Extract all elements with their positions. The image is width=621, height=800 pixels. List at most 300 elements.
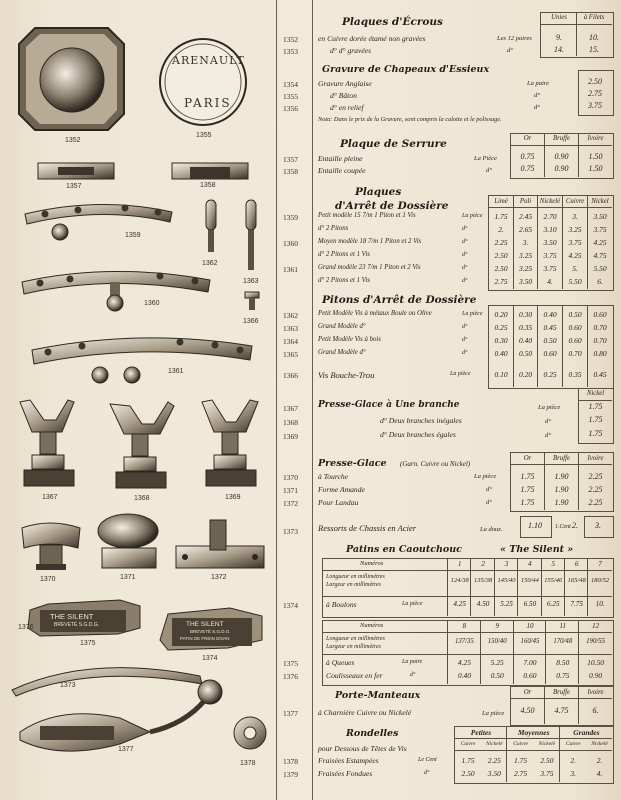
- column-header: Cuivre: [565, 741, 581, 747]
- caption-1367: 1367: [42, 494, 58, 501]
- item-number: 1355: [283, 92, 298, 101]
- group-header: Grandes: [573, 728, 600, 737]
- caption-1358: 1358: [200, 182, 216, 189]
- price: 2.25: [494, 238, 508, 247]
- header-bruffe: Bruffe: [553, 135, 570, 142]
- item-desc: à Tourche: [318, 472, 349, 481]
- price: 0.50: [518, 349, 533, 358]
- item-desc: d° en relief: [330, 103, 364, 112]
- price: 7.75: [570, 600, 583, 608]
- price: 2.45: [518, 212, 533, 221]
- price-or: 4.50: [520, 706, 535, 715]
- item-desc: d° Bâton: [330, 91, 357, 100]
- header-nickel: Nickel: [591, 198, 609, 205]
- dimension: 165/48: [567, 577, 586, 584]
- caption-1352: 1352: [65, 137, 81, 144]
- header-unies: Unies: [551, 14, 567, 21]
- item-qty: La Pièce: [474, 155, 497, 162]
- dimension: 145/40: [497, 577, 516, 584]
- column-header: Cuivre: [460, 741, 476, 747]
- price: 2.50: [494, 264, 508, 273]
- price: 1.75: [461, 756, 475, 765]
- figure-1372-landau-clip: [176, 520, 264, 568]
- item-number: 1359: [283, 213, 298, 222]
- price: 0.20: [518, 370, 533, 379]
- item-qty: La pièce: [450, 371, 471, 377]
- seal-text-top: ARENAULT: [172, 54, 245, 67]
- price: 4.25: [453, 600, 466, 608]
- price: 2.: [572, 521, 578, 530]
- caption-1378: 1378: [240, 760, 256, 767]
- item-number: 1364: [283, 337, 298, 346]
- price-nickel: 1.75: [588, 415, 603, 424]
- price: 0.50: [543, 336, 557, 345]
- price: 2.50: [540, 756, 554, 765]
- dimension: 150/40: [487, 638, 507, 645]
- price: 3.75: [593, 225, 607, 234]
- header-a-filets: à Filets: [583, 14, 605, 21]
- column-number: 5: [551, 560, 556, 568]
- table-label: Largeur en millimètres: [326, 644, 381, 650]
- figure-1367-presse-glace: [20, 400, 74, 486]
- item-number: 1354: [283, 80, 298, 89]
- item-desc: Gravure Anglaise: [318, 79, 372, 88]
- price: 4.: [596, 769, 603, 778]
- item-qty: La pièce: [402, 601, 423, 607]
- price-filets: 15.: [589, 45, 599, 54]
- caption-1361: 1361: [168, 368, 184, 375]
- price: 0.50: [490, 671, 504, 680]
- section-brand: « The Silent »: [500, 544, 574, 555]
- table-label: Numéros: [360, 560, 384, 567]
- column-header: Cuivre: [513, 741, 528, 747]
- item-desc: Grand Modèle d°: [318, 349, 366, 356]
- price-unies: 9.: [556, 33, 562, 42]
- figure-1359-backrest-stop: [25, 204, 172, 240]
- price: 3.: [570, 769, 576, 778]
- item-qty: d°: [462, 265, 468, 271]
- item-desc: à Queues: [326, 658, 355, 667]
- item-qty: d°: [486, 486, 492, 493]
- header-or: Or: [523, 135, 532, 142]
- price: 3.: [572, 212, 578, 221]
- price: 7.00: [523, 658, 537, 667]
- item-desc: Coulisseaux en fer: [326, 671, 383, 680]
- item-number: 1356: [283, 104, 298, 113]
- price: 2.: [498, 225, 504, 234]
- price: 4.25: [568, 251, 582, 260]
- section-title-pitons: Pitons d'Arrêt de Dossière: [322, 294, 477, 306]
- item-desc: Petit Modèle Vis à bois: [318, 336, 381, 343]
- item-number: 1371: [283, 486, 298, 495]
- item-qty: Le Cent: [418, 757, 437, 763]
- item-qty: d°: [486, 499, 492, 506]
- price: 0.70: [593, 336, 607, 345]
- section-title-arret-dossiere: d'Arrêt de Dossière: [335, 200, 449, 212]
- caption-1357: 1357: [66, 183, 82, 190]
- section-title-presse-glace: Presse-Glace: [318, 458, 387, 469]
- item-qty: d°: [424, 770, 430, 776]
- column-number: 9: [495, 622, 499, 630]
- item-qty: La paire: [527, 80, 549, 87]
- item-desc: Entaille coupée: [318, 166, 366, 175]
- price: 4.75: [593, 251, 607, 260]
- dimension: 135/38: [474, 577, 493, 584]
- price: 3.25: [568, 225, 582, 234]
- price: 10.: [595, 600, 605, 608]
- item-number: 1377: [283, 709, 298, 718]
- item-number: 1374: [283, 601, 298, 610]
- price: 2.: [596, 756, 603, 765]
- price: 3.: [595, 521, 601, 530]
- price: 0.30: [494, 336, 508, 345]
- item-number: 1368: [283, 418, 298, 427]
- figure-1371-almond-clip: [98, 514, 158, 568]
- item-number: 1360: [283, 239, 298, 248]
- figure-1352-nut-plate: [19, 28, 124, 130]
- item-desc: Fraisées Estampées: [318, 756, 379, 765]
- price: 0.60: [523, 671, 537, 680]
- item-qty: La pièce: [462, 213, 483, 219]
- header-ivoire: Ivoire: [587, 689, 604, 696]
- item-qty: d°: [410, 672, 416, 678]
- price: 4.: [547, 277, 553, 286]
- item-desc: à Charnière Cuivre ou Nickelé: [318, 708, 412, 717]
- price: 3.50: [593, 212, 607, 221]
- item-qty: d°: [462, 324, 468, 330]
- column-number: 12: [592, 622, 600, 630]
- price: 3.10: [543, 225, 557, 234]
- section-subtitle: pour Dessous de Têtes de Vis: [318, 744, 407, 753]
- figure-1357-lock-plate: [38, 163, 114, 179]
- dimension: 155/46: [544, 577, 563, 584]
- item-number: 1357: [283, 155, 298, 164]
- caption-1377: 1377: [118, 746, 134, 753]
- price: 0.75: [556, 671, 570, 680]
- price: 0.60: [568, 323, 582, 332]
- item-qty: La pièce: [538, 404, 561, 411]
- item-desc: d° Deux branches inégales: [380, 416, 462, 425]
- figure-1378-washer: [234, 717, 266, 749]
- caption-1371: 1371: [120, 574, 136, 581]
- column-header: Nickelé: [486, 741, 503, 747]
- header-or: Or: [523, 689, 532, 696]
- table-label: Numéros: [360, 622, 384, 629]
- price: 2.70: [543, 212, 557, 221]
- caption-1366: 1366: [243, 318, 259, 325]
- header-ivoire: Ivoire: [587, 135, 604, 142]
- section-title-plaques: Plaques: [355, 186, 402, 198]
- item-number: 1375: [283, 659, 298, 668]
- price: 3.75: [540, 769, 554, 778]
- column-divider: [276, 0, 277, 800]
- header-cuivre: Cuivre: [565, 198, 585, 205]
- price: 1.75: [494, 212, 508, 221]
- dimension: 180/52: [591, 577, 610, 584]
- item-qty: La pièce: [482, 710, 505, 717]
- item-number: 1366: [283, 371, 298, 380]
- section-subtitle: (Garn. Cuivre ou Nickel): [400, 460, 471, 468]
- item-number: 1362: [283, 311, 298, 320]
- price-or: 0.75: [520, 152, 535, 161]
- price: 5.50: [568, 277, 582, 286]
- price: 0.70: [593, 323, 607, 332]
- group-header: Petites: [470, 728, 492, 737]
- price: 4.50: [476, 600, 490, 608]
- item-number: 1369: [283, 432, 298, 441]
- dimension: 124/38: [450, 577, 469, 584]
- price: 3.: [522, 238, 529, 247]
- item-qty: d°: [534, 104, 540, 111]
- caption-1372: 1372: [211, 574, 227, 581]
- price: 0.35: [518, 323, 533, 332]
- item-qty: La paire: [402, 659, 423, 665]
- price: 3.25: [518, 264, 533, 273]
- column-number: 1: [457, 560, 462, 568]
- section-title-porte-manteaux: Porte-Manteaux: [335, 690, 421, 701]
- item-qty: d°: [545, 418, 551, 425]
- item-desc: d° d° gravées: [330, 46, 372, 55]
- item-qty: La pièce: [474, 473, 497, 480]
- item-desc: Pour Landau: [318, 498, 359, 507]
- figure-1377-coat-hook: [20, 680, 222, 751]
- item-desc: à Boulons: [326, 600, 357, 609]
- figure-1355-engraved-cap: [160, 39, 246, 125]
- column-number: 4: [528, 560, 532, 568]
- price: 2.65: [518, 225, 533, 234]
- price: 0.10: [494, 370, 508, 379]
- price: 4.25: [457, 658, 471, 667]
- price: 2.75: [588, 89, 602, 98]
- column-header: Nickelé: [591, 741, 608, 747]
- item-desc: Presse-Glace à Une branche: [318, 400, 460, 410]
- price-label: 1.Cent: [555, 524, 571, 530]
- price: 0.60: [543, 349, 557, 358]
- price: 5.50: [593, 264, 607, 273]
- item-number: 1352: [283, 35, 298, 44]
- caption-1376: 1376: [18, 624, 34, 631]
- item-number: 1373: [283, 527, 298, 536]
- price: 5.25: [500, 600, 513, 608]
- table-label: Longueur en millimètres: [326, 574, 385, 580]
- item-qty: La douz.: [480, 526, 503, 533]
- price-or: 0.75: [520, 164, 535, 173]
- price: 0.40: [494, 349, 508, 358]
- item-desc: Forme Amande: [318, 485, 365, 494]
- price-bruffe: 4.75: [554, 706, 569, 715]
- item-desc: Petit modèle 15 7/m 1 Piton et 1 Vis: [318, 212, 416, 219]
- item-number: 1379: [283, 770, 298, 779]
- gravure-note: Nota: Dans le prix de la Gravure, sont compris la calotte et le polissage.: [318, 116, 502, 123]
- dimension: 190/55: [586, 638, 606, 645]
- column-header: Nickelé: [538, 741, 556, 747]
- item-number: 1363: [283, 324, 298, 333]
- price: 0.25: [543, 370, 557, 379]
- silent-pad-text-2a: THE SILENT: [186, 621, 224, 628]
- item-desc: d° Deux branches égales: [380, 430, 456, 439]
- price: 0.40: [543, 310, 557, 319]
- item-qty: Les 12 paires: [497, 35, 532, 42]
- price: 0.70: [568, 349, 582, 358]
- price: 0.80: [593, 349, 607, 358]
- column-number: 7: [598, 560, 602, 568]
- dimension: 137/35: [454, 638, 474, 645]
- item-qty: d°: [462, 278, 468, 284]
- price: 1.90: [554, 472, 569, 481]
- figure-1369-presse-glace: [202, 400, 258, 486]
- price-filets: 10.: [589, 33, 599, 42]
- price: 6.50: [523, 600, 537, 608]
- item-desc: Grand Modèle d°: [318, 323, 366, 330]
- price: 1.75: [514, 756, 528, 765]
- item-desc: Moyen modèle 18 7/m 1 Piton et 2 Vis: [318, 238, 422, 245]
- figure-1361-backrest-stop: [32, 338, 252, 383]
- price: 2.75: [494, 277, 508, 286]
- column-number: 8: [462, 622, 467, 630]
- header-poli: Poli: [519, 198, 532, 205]
- column-number: 3: [504, 560, 509, 568]
- price: 2.25: [588, 485, 603, 494]
- column-number: 2: [481, 560, 485, 568]
- caption-1368: 1368: [134, 495, 150, 502]
- item-number: 1370: [283, 473, 298, 482]
- column-number: 10: [526, 622, 534, 630]
- header-bruffe: Bruffe: [553, 455, 570, 462]
- item-number: 1378: [283, 757, 298, 766]
- price: 3.75: [588, 101, 602, 110]
- item-number: 1353: [283, 47, 298, 56]
- figure-1363-screw: [245, 292, 259, 310]
- price: 2.25: [588, 498, 603, 507]
- item-number: 1358: [283, 167, 298, 176]
- price: 2.50: [494, 251, 508, 260]
- price-nickel: 1.75: [588, 402, 603, 411]
- price: 2.: [570, 756, 576, 765]
- price: 3.50: [518, 277, 533, 286]
- price: 0.30: [518, 310, 533, 319]
- figure-1368-presse-glace: [110, 402, 174, 488]
- caption-1374: 1374: [202, 655, 218, 662]
- silent-pad-text-2c: PATIN DE FREIN DIVAN: [180, 636, 230, 641]
- caption-1370: 1370: [40, 576, 56, 583]
- item-desc: Ressorts de Chassis en Acier: [318, 523, 417, 533]
- item-qty: d°: [486, 167, 492, 174]
- price: 3.75: [543, 264, 557, 273]
- illustrations-column: [0, 0, 268, 800]
- price: 3.75: [543, 251, 557, 260]
- section-title-rondelles: Rondelles: [346, 728, 399, 739]
- price: 1.90: [554, 498, 569, 507]
- section-title-gravure: Gravure de Chapeaux d'Essieux: [322, 64, 490, 75]
- silent-pad-text-1b: BREVETÉ S.G.D.G.: [54, 622, 100, 628]
- price: 3.50: [487, 769, 501, 778]
- seal-text-bottom: PARIS: [184, 96, 232, 110]
- price: 1.75: [520, 498, 535, 507]
- price: 3.25: [518, 251, 533, 260]
- price-ivoire: 6.: [592, 706, 599, 715]
- price: 2.25: [487, 756, 501, 765]
- price-bruffe: 0.90: [554, 164, 569, 173]
- price: 3.75: [568, 238, 582, 247]
- table-label: Longueur en millimètres: [326, 636, 385, 642]
- item-qty: La pièce: [462, 311, 483, 317]
- item-qty: d°: [462, 337, 468, 343]
- price-bruffe: 0.90: [554, 152, 569, 161]
- figure-1370-fork-clip: [22, 523, 80, 570]
- price-ivoire: 1.50: [588, 164, 603, 173]
- item-number: 1376: [283, 672, 298, 681]
- item-number: 1367: [283, 404, 298, 413]
- item-qty: d°: [545, 432, 551, 439]
- item-desc: d° 2 Pitons: [318, 225, 349, 232]
- silent-pad-text-1a: THE SILENT: [50, 612, 94, 621]
- section-title-plaque-serrure: Plaque de Serrure: [340, 138, 447, 150]
- dimension: 160/45: [520, 638, 540, 645]
- price: 5.25: [490, 658, 504, 667]
- caption-1369: 1369: [225, 494, 241, 501]
- price: 1.75: [520, 485, 535, 494]
- header-ivoire: Ivoire: [587, 455, 604, 462]
- item-qty: d°: [507, 47, 513, 54]
- column-number: 6: [574, 560, 579, 568]
- price: 0.20: [494, 310, 508, 319]
- item-qty: d°: [462, 252, 468, 258]
- item-desc: Entaille pleine: [318, 154, 363, 163]
- caption-1375: 1375: [80, 640, 96, 647]
- price: 3.50: [543, 238, 557, 247]
- section-title-plaques-ecrous: Plaques d'Écrous: [342, 16, 443, 28]
- price: 0.40: [518, 336, 533, 345]
- price: 2.50: [461, 769, 475, 778]
- group-header: Moyennes: [517, 728, 550, 737]
- section-title-patins: Patins en Caoutchouc: [346, 544, 462, 555]
- price: 4.25: [593, 238, 607, 247]
- figure-1358-lock-plate: [172, 163, 248, 179]
- item-qty: d°: [534, 92, 540, 99]
- price: 6.25: [547, 600, 560, 608]
- dimension: 170/48: [553, 638, 573, 645]
- header-lime: Limé: [494, 198, 508, 205]
- price: 6.: [597, 277, 603, 286]
- price-ivoire: 1.50: [588, 152, 603, 161]
- price: 1.75: [520, 472, 535, 481]
- item-qty: d°: [462, 239, 468, 245]
- item-desc: d° 2 Pitons et 1 Vis: [318, 277, 370, 284]
- price-unies: 14.: [554, 45, 564, 54]
- caption-1355: 1355: [196, 132, 212, 139]
- item-number: 1361: [283, 265, 298, 274]
- item-desc: Petit Modèle Vis à métaux Boule ou Olive: [318, 310, 432, 317]
- header-bruffe: Bruffe: [553, 689, 570, 696]
- price: 0.35: [568, 370, 582, 379]
- price: 0.40: [457, 671, 471, 680]
- price: 0.45: [543, 323, 557, 332]
- column-number: 11: [559, 622, 567, 630]
- caption-1362: 1362: [202, 260, 218, 267]
- price: 0.50: [568, 310, 582, 319]
- price: 0.90: [589, 671, 603, 680]
- price: 1.10: [528, 521, 542, 530]
- header-nickel: Nickel: [586, 390, 605, 397]
- price: 8.50: [556, 658, 570, 667]
- figure-1373-chassis-spring: [12, 668, 202, 696]
- price: 10.50: [587, 658, 605, 667]
- caption-1360: 1360: [144, 300, 160, 307]
- silent-pad-text-2b: BREVETÉ S.G.D.G.: [190, 629, 231, 634]
- price: 1.90: [554, 485, 569, 494]
- item-desc: en Cuivre dorée étamé non gravées: [318, 34, 426, 43]
- header-nickele: Nickelé: [539, 198, 561, 205]
